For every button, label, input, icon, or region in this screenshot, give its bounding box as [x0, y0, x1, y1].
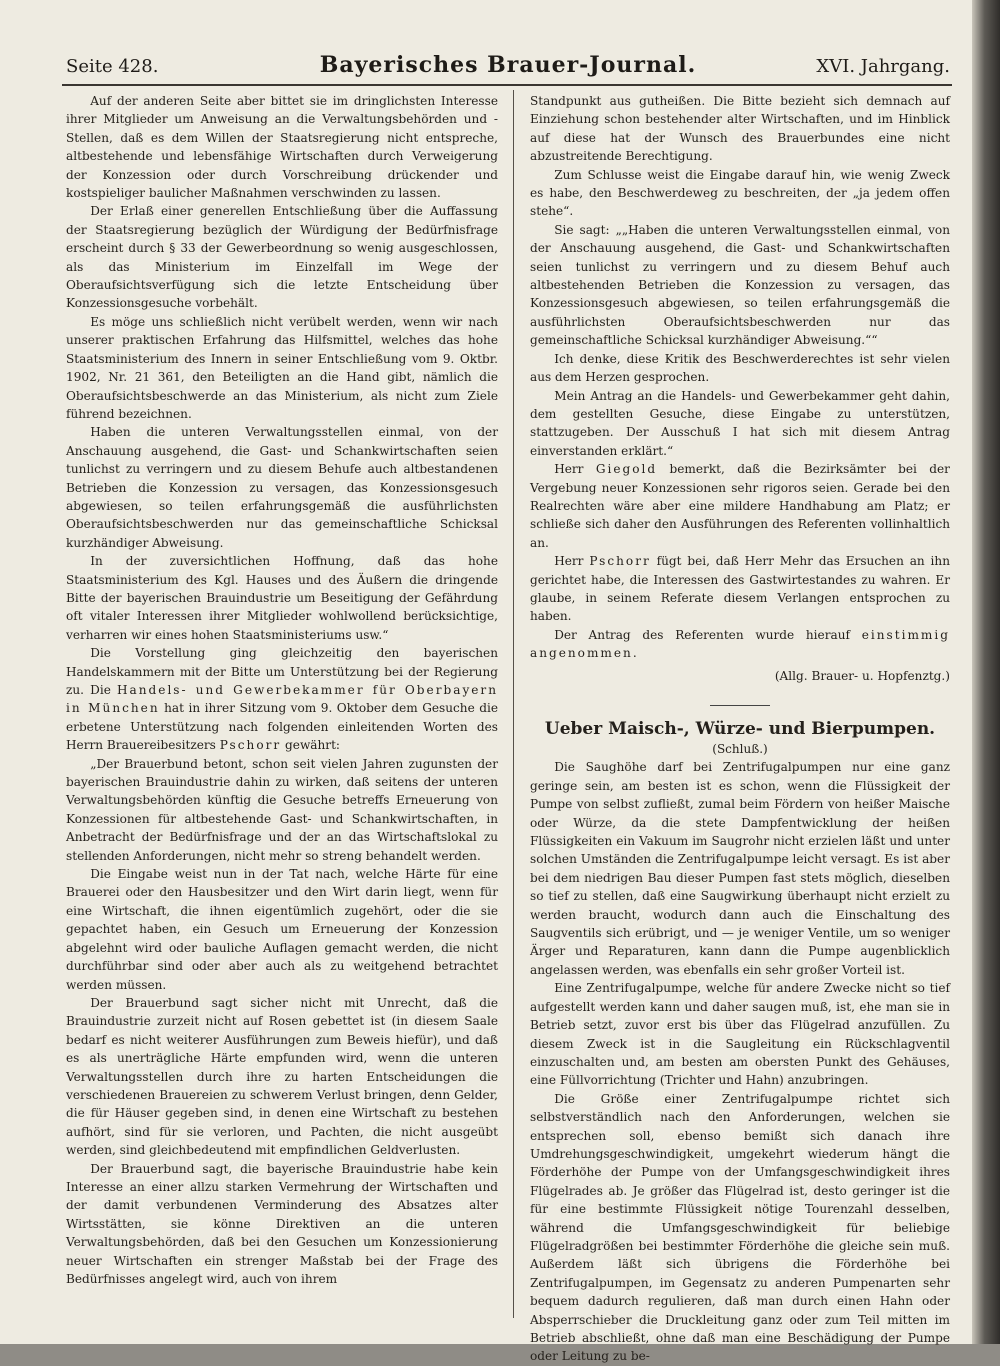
journal-title: Bayerisches Brauer-Journal.	[319, 52, 697, 78]
paragraph: Zum Schlusse weist die Eingabe darauf hin, wie wenig Zweck es habe, den Beschwerdeweg zu beschreiten, der „ja jedem offen stehe“.	[530, 167, 950, 219]
volume-label: XVI. Jahrgang.	[816, 56, 950, 77]
person-name: Pschorr	[219, 738, 282, 753]
paragraph: Eine Zentrifugalpumpe, welche für andere Zwecke nicht so tief aufgestellt werden kann und daher saugen muß, ist, ehe man sie in Betrieb setzt, zuvor erst bis über das Flügelrad anzufüllen. Zu diesem Zweck ist in die Saugleitung ein Rückschlagventil einzuschalten und, am besten am obersten Punkt des Gehäuses, eine Füllvorrichtung (Trichter und Hahn) anzubringen.	[530, 981, 950, 1088]
person-name: Giegold	[595, 462, 658, 477]
page-header	[66, 52, 950, 78]
paragraph: Standpunkt aus gutheißen. Die Bitte bezieht sich demnach auf Einziehung schon bestehender alter Wirtschaften, und im Hinblick auf diese hat der Wunsch des Brauerbundes eine nicht abzustreitende Berechtigung.	[530, 94, 950, 164]
column-divider	[513, 90, 514, 1318]
paragraph	[530, 552, 950, 626]
chamber-name: Handels- und Gewerbekammer für Oberbayern in München	[66, 683, 498, 716]
paragraph: Auf der anderen Seite aber bittet sie im dringlichsten Interesse ihrer Mitglieder um Anweisung an die Verwaltungsbehörden und -Stellen, daß es dem Willen der Staatsregierung nicht entspreche, altbestehende und lebensfähige Wirtschaften durch Verweigerung der Konzession oder durch Vorschreibung drückender und kostspieliger baulicher Maßnahmen verschwinden zu lassen.	[66, 94, 498, 201]
source-citation: (Allg. Brauer- u. Hopfenztg.)	[774, 668, 950, 683]
text-run: fügt bei, daß Herr Mehr das Ersuchen an ihn gerichtet habe, die Interessen des Gastwirtestandes zu wahren. Er glaube, in seinem Referate diesem Verlangen entsprochen zu haben.	[530, 554, 950, 624]
text-run: Die Vorstellung ging gleichzeitig den bayerischen Handelskammern mit der Bitte um Unterstützung bei der Regierung zu. Die	[66, 646, 498, 697]
paragraph	[66, 644, 498, 754]
decision-text: einstimmig angenommen.	[530, 627, 950, 661]
paragraph: In der zuversichtlichen Hoffnung, daß das hohe Staatsministerium des Kgl. Hauses und des Äußern die dringende Bitte der bayerischen Brauindustrie um Beseitigung der Gefährdung oft vitaler Interessen ihrer Mitglieder wohlwollend berücksichtige, verharren wir eines hohen Staatsministeriums usw.“	[66, 554, 498, 642]
text-run: Herr	[554, 462, 584, 477]
paragraph: „Der Brauerbund betont, schon seit vielen Jahren zugunsten der bayerischen Brauindustrie dahin zu wirken, daß seitens der unteren Verwaltungsbehörden künftig die Gesuche betreffs Erneuerung von Konzessionen für altbestehende Gast- und Schankwirtschaften, in Anbetracht der Bedürfnisfrage und der an das Wirtschaftslokal zu stellenden Anforderungen, nicht mehr so streng behandelt werden.	[66, 756, 498, 863]
right-column	[530, 92, 950, 1366]
text-run: gewährt:	[285, 738, 341, 753]
paragraph: Sie sagt: „„Haben die unteren Verwaltungsstellen einmal, von der Anschauung ausgehend, die Gast- und Schankwirtschaften seien tunlichst zu verringern und zu diesem Behuf auch altbestehenden Betrieben die Konzession zu versagen, das Konzessionsgesuch abgewiesen, so teilen erfahrungsgemäß die ausführlichsten Oberaufsichtsbeschwerden nur das gemeinschaftliche Schicksal kurzhändiger Abweisung.““	[530, 222, 950, 348]
person-name: Pschorr	[589, 554, 651, 569]
page-number: Seite 428.	[66, 56, 159, 77]
paragraph: Der Brauerbund sagt sicher nicht mit Unrecht, daß die Brauindustrie zurzeit nicht auf Rosen gebettet ist (in diesem Saale bedarf es nicht weiterer Ausführungen zum Beweis hiefür), und daß es als unerträgliche Härte empfunden wird, wenn die unteren Verwaltungsstellen durch ihre zu harten Entscheidungen die verschiedenen Brauereien zu schwerem Verlust bringen, denn Gelder, die für Häuser gegeben sind, in denen eine Wirtschaft zu bestehen aufhört, sind für sie verloren, und Pachten, die nicht ausgeübt werden, sind gleichbedeutend mit empfindlichen Geldverlusten.	[66, 995, 498, 1158]
text-run: hat in ihrer Sitzung vom 9. Oktober dem Gesuche die erbetene Unterstützung nach folgenden einleitenden Worten des Herrn Brauereibesitzers	[66, 701, 498, 753]
paragraph: Der Erlaß einer generellen Entschließung über die Auffassung der Staatsregierung bezüglich der Würdigung der Bedürfnisfrage erscheint durch § 33 der Gewerbeordnung so wenig ausgeschlossen, als das Ministerium im Einzelfall im Wege der Oberaufsichtsverfügung sich die letzte Entscheidung über Konzessionsgesuche vorbehält.	[66, 204, 498, 311]
section-divider	[710, 705, 770, 706]
paragraph	[530, 626, 950, 663]
paragraph	[530, 460, 950, 552]
header-rule	[62, 84, 952, 86]
paragraph: Die Eingabe weist nun in der Tat nach, welche Härte für eine Brauerei oder den Hausbesitzer und den Wirt darin liegt, wenn für eine Wirtschaft, die ihnen eigentümlich zugehört, oder die sie gepachtet haben, ein Gesuch um Erneuerung der Konzession abgelehnt wird oder bauliche Auflagen gemacht werden, die nicht durchführbar sind oder aber auch als zu weitgehend betrachtet werden müssen.	[66, 867, 498, 992]
left-column	[66, 92, 498, 1288]
text-run: bemerkt, daß die Bezirksämter bei der Vergebung neuer Konzessionen sehr rigoros seien. Gerade bei den Realrechten wäre aber eine mildere Handhabung am Platz; er schließe sich daher den Ausführungen des Referenten vollinhaltlich an.	[530, 462, 950, 550]
paragraph: Haben die unteren Verwaltungsstellen einmal, von der Anschauung ausgehend, die Gast- und Schankwirtschaften seien tunlichst zu verringern und zu diesem Behufe auch altbestandenen Betrieben die Konzession zu versagen, das Konzessionsgesuch abgewiesen, so teilen erfahrungsgemäß die ausführlichsten Oberaufsichtsbeschwerden nur das gemeinschaftliche Schicksal kurzhändiger Abweisung.	[66, 425, 498, 550]
paragraph: Es möge uns schließlich nicht verübelt werden, wenn wir nach unserer praktischen Erfahrung das Hilfsmittel, welches das hohe Staatsministerium des Innern in seiner Entschließung vom 9. Oktbr. 1902, Nr. 21 361, den Beteiligten an die Hand gibt, nämlich die Oberaufsichtsbeschwerde an das Ministerium, als nicht zum Ziele führend bezeichnen.	[66, 314, 498, 421]
section-subheading: (Schluß.)	[712, 742, 768, 756]
paragraph: Der Brauerbund sagt, die bayerische Brauindustrie habe kein Interesse an einer allzu starken Vermehrung der Wirtschaften und der damit verbundenen Verminderung des Absatzes alter Wirtsstätten, sie könne Direktiven an die unteren Verwaltungsbehörden, daß bei den Gesuchen um Konzessionierung neuer Wirtschaften ein strenger Maßstab bei der Frage des Bedürfnisses angelegt wird, auch von ihrem	[66, 1161, 498, 1286]
paragraph: Mein Antrag an die Handels- und Gewerbekammer geht dahin, dem gestellten Gesuche, diese Eingabe zu unterstützen, stattzugeben. Der Ausschuß I hat sich mit diesem Antrag einverstanden erklärt.“	[530, 388, 950, 458]
book-binding-edge	[972, 0, 1000, 1344]
text-run: Herr	[554, 554, 584, 569]
section-heading: Ueber Maisch-, Würze- und Bierpumpen.	[544, 719, 936, 739]
text-run: Der Antrag des Referenten wurde hierauf	[554, 627, 850, 642]
paragraph: Ich denke, diese Kritik des Beschwerderechtes ist sehr vielen aus dem Herzen gesprochen.	[530, 351, 950, 385]
paragraph: Die Saughöhe darf bei Zentrifugalpumpen nur eine ganz geringe sein, am besten ist es schon, wenn die Flüssigkeit der Pumpe von selbst zufließt, zumal beim Fördern von heißer Maische oder Würze, da die stete Dampfentwicklung der heißen Flüssigkeiten ein Vakuum im Saugrohr nicht erzielen läßt und unter solchen Umständen die Zentrifugalpumpe leicht versagt. Es ist aber bei dem niedrigen Bau dieser Pumpen fast stets möglich, dieselben so tief zu stellen, daß eine Saugwirkung überhaupt nicht erzielt zu werden braucht, wodurch dann auch die Einschaltung des Saugventils sich erübrigt, und — je weniger Ventile, um so weniger Ärger und Reparaturen, kann dann die Pumpe augenblicklich angelassen werden, was ebenfalls ein sehr großer Vorteil ist.	[530, 760, 950, 977]
paragraph: Die Größe einer Zentrifugalpumpe richtet sich selbstverständlich nach den Anforderungen, welchen sie entsprechen soll, ebenso bemißt sich danach ihre Umdrehungsgeschwindigkeit, umgekehrt wiederum hängt die Förderhöhe der Pumpe von der Umfangsgeschwindigkeit ihres Flügelrades ab. Je größer das Flügelrad ist, desto geringer ist die für eine bestimmte Flüssigkeit nötige Tourenzahl desselben, während die Umfangsgeschwindigkeit für beliebige Flügelradgrößen bei bestimmter Förderhöhe die gleiche sein muß. Außerdem läßt sich übrigens die Förderhöhe bei Zentrifugalpumpen, im Gegensatz zu anderen Pumpenarten sehr bequem dadurch regulieren, daß man durch einen Hahn oder Absperrschieber die Druckleitung ganz oder zum Teil mitten im Betrieb abschließt, ohne daß man eine Beschädigung der Pumpe oder Leitung zu be-	[530, 1091, 950, 1364]
